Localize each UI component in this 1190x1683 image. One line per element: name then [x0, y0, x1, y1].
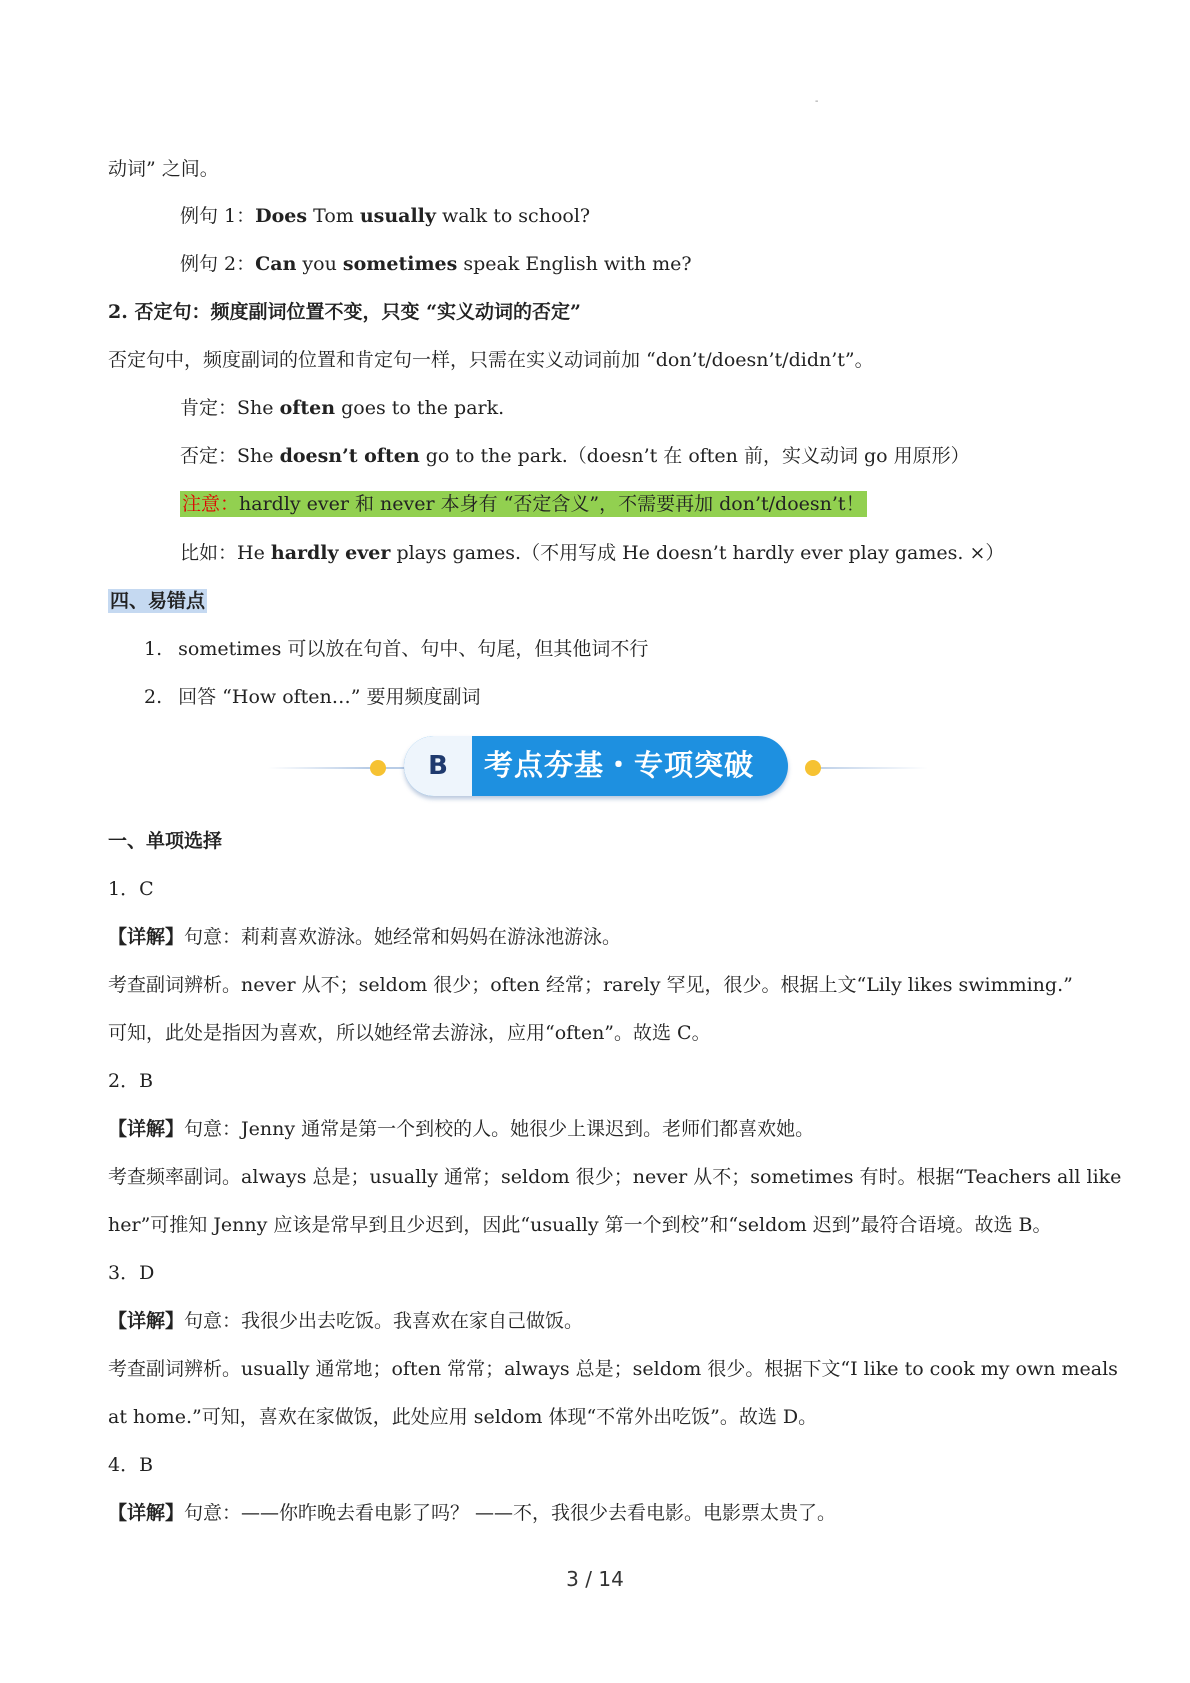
banner-pill	[404, 736, 788, 796]
banner-line-left	[268, 767, 368, 769]
q1-analysis-2: 可知，此处是指因为喜欢，所以她经常去游泳，应用“often”。故选 C。	[108, 1022, 711, 1044]
q2-answer: 2．B	[108, 1070, 154, 1092]
section-banner	[268, 733, 928, 803]
for-example: 比如：He hardly ever plays games.（不用写成 He doesn’t hardly ever play games. ×）	[180, 542, 1005, 564]
tip-1: 1. sometimes 可以放在句首、句中、句尾，但其他词不行	[144, 638, 649, 660]
banner-dot-right	[805, 760, 821, 776]
section-4-heading: 四、易错点	[110, 590, 206, 612]
example-sentence-1: 例句 1：Does Tom usually walk to school?	[180, 205, 591, 227]
page-number: 3 / 14	[566, 1567, 624, 1591]
banner-line-right	[808, 767, 928, 769]
note-highlight: 注意：hardly ever 和 never 本身有 “否定含义”，不需要再加 don’t/doesn’t！	[182, 493, 865, 515]
q3-answer: 3．D	[108, 1262, 155, 1284]
q1-detail: 【详解】句意：莉莉喜欢游泳。她经常和妈妈在游泳池游泳。	[108, 926, 622, 948]
continuation-text: 动词” 之间。	[108, 158, 219, 180]
banner-dot-left	[370, 760, 386, 776]
example-sentence-2: 例句 2：Can you sometimes speak English with me?	[180, 253, 692, 275]
negative-description: 否定句中，频度副词的位置和肯定句一样，只需在实义动词前加 “don’t/doesn’t/didn’t”。	[108, 349, 874, 371]
q1-analysis-1: 考查副词辨析。never 从不；seldom 很少；often 经常；rarely 罕见，很少。根据上文“Lily likes swimming.”	[108, 974, 1073, 996]
positive-example: 肯定：She often goes to the park.	[180, 397, 505, 419]
q4-answer: 4．B	[108, 1454, 154, 1476]
q3-analysis-2: at home.”可知，喜欢在家做饭，此处应用 seldom 体现“不常外出吃饭”。故选 D。	[108, 1406, 818, 1428]
banner-letter: B	[404, 736, 472, 796]
q2-analysis-1: 考查频率副词。always 总是；usually 通常；seldom 很少；never 从不；sometimes 有时。根据“Teachers all like	[108, 1166, 1122, 1188]
q2-detail: 【详解】句意：Jenny 通常是第一个到校的人。她很少上课迟到。老师们都喜欢她。	[108, 1118, 815, 1140]
section-1-heading: 一、单项选择	[108, 830, 223, 852]
banner-title: 考点夯基・专项突破	[484, 748, 755, 782]
negative-example: 否定：She doesn’t often go to the park.（doesn’t 在 often 前，实义动词 go 用原形）	[180, 445, 970, 467]
top-mark: -	[815, 96, 819, 107]
q2-analysis-2: her”可推知 Jenny 应该是常早到且少迟到，因此“usually 第一个到校”和“seldom 迟到”最符合语境。故选 B。	[108, 1214, 1052, 1236]
q3-detail: 【详解】句意：我很少出去吃饭。我喜欢在家自己做饭。	[108, 1310, 584, 1332]
tip-2: 2. 回答 “How often…” 要用频度副词	[144, 686, 481, 708]
q1-answer: 1．C	[108, 878, 154, 900]
q4-detail: 【详解】句意：——你昨晚去看电影了吗？ ——不，我很少去看电影。电影票太贵了。	[108, 1502, 837, 1524]
negative-heading: 2. 否定句：频度副词位置不变，只变 “实义动词的否定”	[108, 301, 581, 323]
q3-analysis-1: 考查副词辨析。usually 通常地；often 常常；always 总是；seldom 很少。根据下文“I like to cook my own meals	[108, 1358, 1118, 1380]
